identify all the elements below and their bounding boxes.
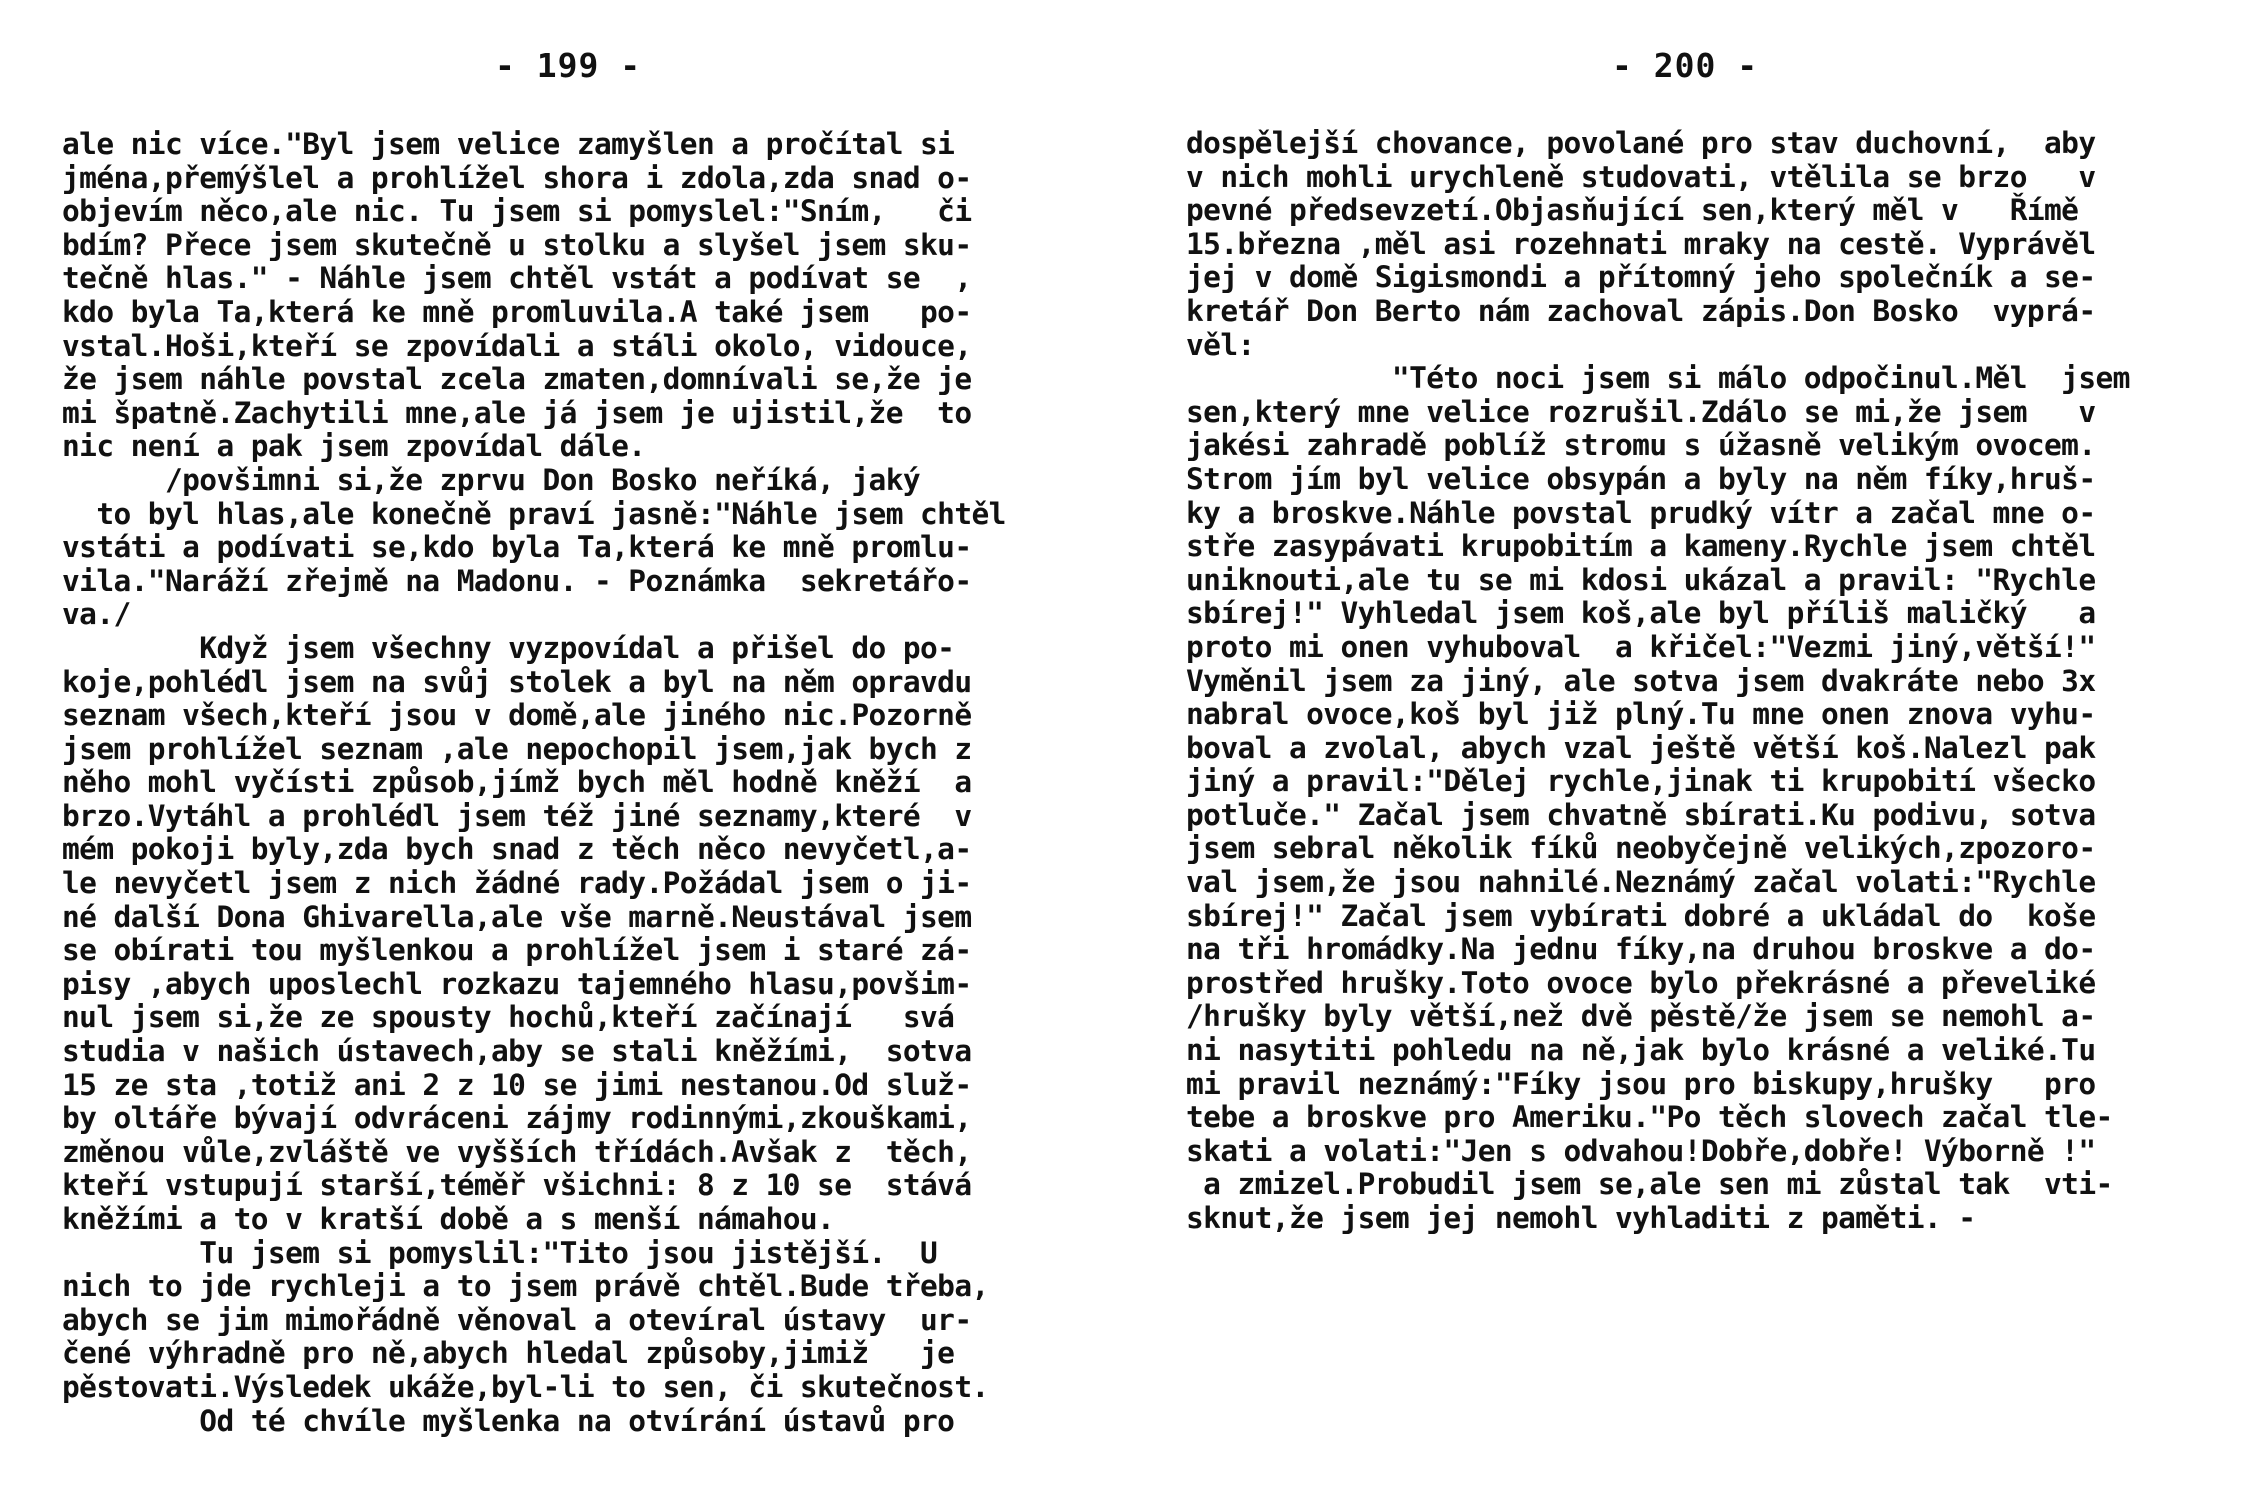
text-line: uniknouti,ale tu se mi kdosi ukázal a pravil: "Rychle xyxy=(1186,562,2096,597)
text-line: kdo byla Ta,která ke mně promluvila.A také jsem po- xyxy=(62,294,972,329)
text-line: jej v domě Sigismondi a přítomný jeho společník a se- xyxy=(1186,260,2096,295)
text-line: vila."Naráží zřejmě na Madonu. - Poznámka sekretářo- xyxy=(62,563,972,598)
text-line: Od té chvíle myšlenka na otvírání ústavů pro xyxy=(62,1403,955,1438)
text-line: mi pravil neznámý:"Fíky jsou pro biskupy,hrušky pro xyxy=(1186,1066,2096,1101)
text-line: sknut,že jsem jej nemohl vyhladiti z paměti. - xyxy=(1186,1201,1976,1235)
text-line: "Této noci jsem si málo odpočinul.Měl jsem xyxy=(1186,361,2130,396)
text-line: vstal.Hoši,kteří se zpovídali a stáli okolo, vidouce, xyxy=(62,328,972,363)
text-line: ale nic více."Byl jsem velice zamyšlen a pročítal si xyxy=(62,127,955,161)
text-line: vstáti a podívati se,kdo byla Ta,která ke mně promlu- xyxy=(62,530,972,565)
text-line: mém pokoji byly,zda bych snad z těch něco nevyčetl,a- xyxy=(62,832,972,867)
text-line: v nich mohli urychleně studovati, vtělila se brzo v xyxy=(1186,159,2096,194)
text-line: změnou vůle,zvláště ve vyšších třídách.Avšak z těch, xyxy=(62,1134,972,1169)
text-line: abych se jim mimořádně věnoval a otevíral ústavy ur- xyxy=(62,1302,972,1337)
text-line: a zmizel.Probudil jsem se,ale sen mi zůstal tak vti- xyxy=(1186,1167,2113,1202)
text-line: na tři hromádky.Na jednu fíky,na druhou broskve a do- xyxy=(1186,932,2096,967)
text-line: Tu jsem si pomyslil:"Tito jsou jistější. U xyxy=(62,1235,938,1270)
text-line: kněžími a to v kratší době a s menší námahou. xyxy=(62,1202,835,1236)
text-line: něho mohl vyčísti způsob,jímž bych měl hodně kněží a xyxy=(62,765,972,800)
text-line: pevné předsevzetí.Objasňující sen,který měl v Římě xyxy=(1186,193,2079,228)
text-line: kretář Don Berto nám zachoval zápis.Don Bosko vyprá- xyxy=(1186,293,2096,328)
text-line: nul jsem si,že ze spousty hochů,kteří začínají svá xyxy=(62,1000,955,1035)
text-line: nich to jde rychleji a to jsem právě chtěl.Bude třeba, xyxy=(62,1269,989,1304)
text-line: sbírej!" Vyhledal jsem koš,ale byl příliš maličký a xyxy=(1186,596,2096,631)
text-line: že jsem náhle povstal zcela zmaten,domnívali se,že je xyxy=(62,362,972,397)
text-line: koje,pohlédl jsem na svůj stolek a byl na něm opravdu xyxy=(62,664,972,699)
text-line: né další Dona Ghivarella,ale vše marně.Neustával jsem xyxy=(62,899,972,934)
text-line: skati a volati:"Jen s odvahou!Dobře,dobře! Výborně !" xyxy=(1186,1133,2096,1168)
text-line: jsem prohlížel seznam ,ale nepochopil jsem,jak bych z xyxy=(62,731,972,766)
text-line: 15 ze sta ,totiž ani 2 z 10 se jimi nestanou.Od služ- xyxy=(62,1067,972,1102)
text-line: boval a zvolal, abych vzal ještě větší koš.Nalezl pak xyxy=(1186,730,2096,765)
page-number-left: - 199 - xyxy=(495,46,642,85)
text-line: Strom jím byl velice obsypán a byly na něm fíky,hruš- xyxy=(1186,461,2096,496)
text-line: jakési zahradě poblíž stromu s úžasně velikým ovocem. xyxy=(1186,428,2096,463)
text-line: Vyměnil jsem za jiný, ale sotva jsem dvakráte nebo 3x xyxy=(1186,663,2096,698)
text-line: mi špatně.Zachytili mne,ale já jsem je ujistil,že to xyxy=(62,395,972,430)
text-line: potluče." Začal jsem chvatně sbírati.Ku podivu, sotva xyxy=(1186,797,2096,832)
text-line: nic není a pak jsem zpovídal dále. xyxy=(62,429,646,464)
text-line: ni nasytiti pohledu na ně,jak bylo krásné a veliké.Tu xyxy=(1186,1033,2096,1068)
text-line: jiný a pravil:"Dělej rychle,jinak ti krupobití všecko xyxy=(1186,764,2096,799)
text-line: stře zasypávati krupobitím a kameny.Rychle jsem chtěl xyxy=(1186,529,2096,564)
text-line: objevím něco,ale nic. Tu jsem si pomyslel:"Sním, či xyxy=(62,194,972,229)
text-line: bdím? Přece jsem skutečně u stolku a slyšel jsem sku- xyxy=(62,227,972,262)
text-line: proto mi onen vyhuboval a křičel:"Vezmi jiný,větší!" xyxy=(1186,629,2096,664)
text-line: prostřed hrušky.Toto ovoce bylo překrásné a převeliké xyxy=(1186,965,2096,1000)
page-number-right: - 200 - xyxy=(1612,46,1759,85)
text-line: /povšimni si,že zprvu Don Bosko neříká, jaký xyxy=(62,462,921,497)
text-line: Když jsem všechny vyzpovídal a přišel do po- xyxy=(62,630,955,665)
text-line: pisy ,abych uposlechl rozkazu tajemného hlasu,povšim- xyxy=(62,966,972,1001)
right-page-text xyxy=(1186,127,2236,1236)
text-line: pěstovati.Výsledek ukáže,byl-li to sen, či skutečnost. xyxy=(62,1369,989,1404)
text-line: se obírati tou myšlenkou a prohlížel jsem i staré zá- xyxy=(62,933,972,968)
text-line: brzo.Vytáhl a prohlédl jsem též jiné seznamy,které v xyxy=(62,798,972,833)
text-line: sen,který mne velice rozrušil.Zdálo se mi,že jsem v xyxy=(1186,394,2096,429)
text-line: dospělejší chovance, povolané pro stav duchovní, aby xyxy=(1186,126,2096,160)
text-line: tečně hlas." - Náhle jsem chtěl vstát a podívat se , xyxy=(62,261,972,296)
text-line: by oltáře bývají odvráceni zájmy rodinnými,zkouškami, xyxy=(62,1101,972,1136)
text-line: 15.března ,měl asi rozehnati mraky na cestě. Vyprávěl xyxy=(1186,226,2096,261)
text-line: val jsem,že jsou nahnilé.Neznámý začal volati:"Rychle xyxy=(1186,865,2096,900)
left-page-text xyxy=(62,128,1082,1438)
text-line: jména,přemýšlel a prohlížel shora i zdola,zda snad o- xyxy=(62,160,972,195)
text-line: jsem sebral několik fíků neobyčejně velikých,zpozoro- xyxy=(1186,831,2096,866)
right-page xyxy=(1130,0,2260,1500)
text-line: kteří vstupují starší,téměř všichni: 8 z 10 se stává xyxy=(62,1168,972,1203)
text-line: /hrušky byly větší,než dvě pěstě/že jsem se nemohl a- xyxy=(1186,999,2096,1034)
text-line: sbírej!" Začal jsem vybírati dobré a ukládal do koše xyxy=(1186,898,2096,933)
text-line: va./ xyxy=(62,597,131,632)
text-line: studia v našich ústavech,aby se stali kněžími, sotva xyxy=(62,1034,972,1069)
text-line: tebe a broskve pro Ameriku."Po těch slovech začal tle- xyxy=(1186,1100,2113,1135)
text-line: le nevyčetl jsem z nich žádné rady.Požádal jsem o ji- xyxy=(62,866,972,901)
text-line: věl: xyxy=(1186,327,1255,362)
text-line: čené výhradně pro ně,abych hledal způsoby,jimiž je xyxy=(62,1336,955,1371)
text-line: nabral ovoce,koš byl již plný.Tu mne onen znova vyhu- xyxy=(1186,697,2096,732)
text-line: to byl hlas,ale konečně praví jasně:"Náhle jsem chtěl xyxy=(62,496,1006,531)
text-line: seznam všech,kteří jsou v domě,ale jiného nic.Pozorně xyxy=(62,698,972,733)
text-line: ky a broskve.Náhle povstal prudký vítr a začal mne o- xyxy=(1186,495,2096,530)
